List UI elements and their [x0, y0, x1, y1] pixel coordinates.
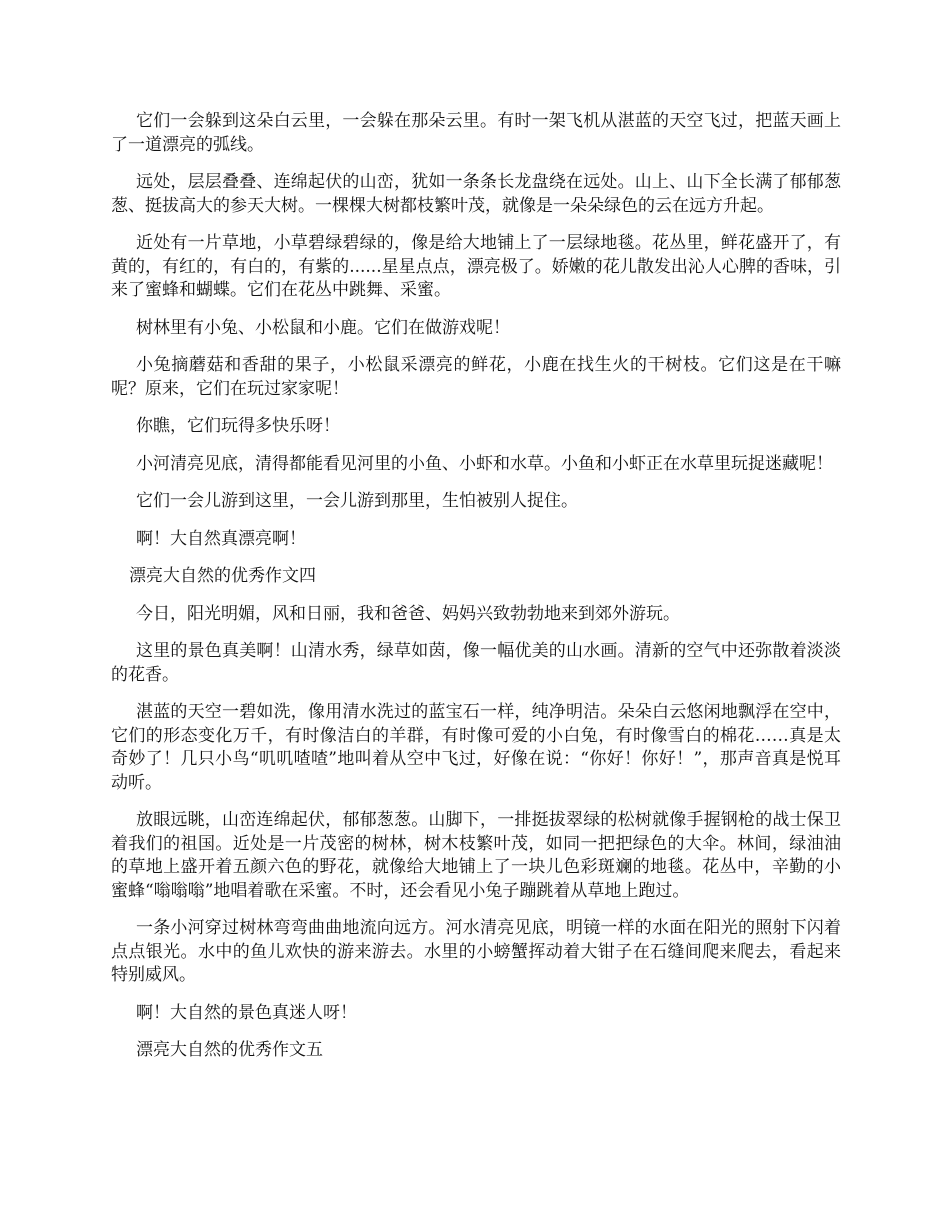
- section-heading-four: 漂亮大自然的优秀作文四: [129, 566, 316, 586]
- paragraph: 湛蓝的天空一碧如洗，像用清水洗过的蓝宝石一样，纯净明洁。朵朵白云悠闲地飘浮在空中，它们的形态变化万千，有时像洁白的羊群，有时像可爱的小白兔，有时像雪白的棉花……真是太奇妙了！几只小鸟“叽叽喳喳”地叫着从空中飞过，好像在说：“你好！你好！”，那声音真是悦耳动听。: [111, 702, 841, 793]
- paragraph: 它们一会儿游到这里，一会儿游到那里，生怕被别人捉住。: [136, 491, 578, 511]
- paragraph: 它们一会躲到这朵白云里，一会躲在那朵云里。有时一架飞机从湛蓝的天空飞过，把蓝天画上了一道漂亮的弧线。: [111, 111, 841, 155]
- paragraph: 啊！大自然真漂亮啊！: [136, 528, 306, 549]
- paragraph: 小河清亮见底，清得都能看见河里的小鱼、小虾和水草。小鱼和小虾正在水草里玩捉迷藏呢！: [136, 453, 833, 474]
- section-heading-five: 漂亮大自然的优秀作文五: [136, 1040, 323, 1060]
- paragraph: 一条小河穿过树林弯弯曲曲地流向远方。河水清亮见底，明镜一样的水面在阳光的照射下闪着点点银光。水中的鱼儿欢快的游来游去。水里的小螃蟹挥动着大钳子在石缝间爬来爬去，看起来特别威风。: [111, 918, 841, 985]
- document-body: [111, 110, 841, 1077]
- paragraph: 放眼远眺，山峦连绵起伏，郁郁葱葱。山脚下，一排挺拔翠绿的松树就像手握钢枪的战士保卫着我们的祖国。近处是一片茂密的树林，树木枝繁叶茂，如同一把把绿色的大伞。林间，绿油油的草地上盛开着五颜六色的野花，就像给大地铺上了一块儿色彩斑斓的地毯。花丛中，辛勤的小蜜蜂“嗡嗡嗡”地唱着歌在采蜜。不时，还会看见小兔子蹦跳着从草地上跑过。: [111, 810, 841, 901]
- paragraph: 这里的景色真美啊！山清水秀，绿草如茵，像一幅优美的山水画。清新的空气中还弥散着淡淡的花香。: [111, 641, 841, 685]
- paragraph: 树林里有小兔、小松鼠和小鹿。它们在做游戏呢！: [136, 317, 510, 338]
- paragraph: 啊！大自然的景色真迷人呀！: [136, 1002, 357, 1023]
- paragraph: 近处有一片草地，小草碧绿碧绿的，像是给大地铺上了一层绿地毯。花丛里，鲜花盛开了，有黄的，有红的，有白的，有紫的......星星点点，漂亮极了。娇嫩的花儿散发出沁人心脾的香味，引来了蜜蜂和蝴蝶。它们在花丛中跳舞、采蜜。: [111, 233, 841, 300]
- paragraph: 小兔摘蘑菇和香甜的果子，小松鼠采漂亮的鲜花，小鹿在找生火的干树枝。它们这是在干嘛呢？原来，它们在玩过家家呢！: [111, 355, 841, 399]
- paragraph: 远处，层层叠叠、连绵起伏的山峦，犹如一条条长龙盘绕在远处。山上、山下全长满了郁郁葱葱、挺拔高大的参天大树。一棵棵大树都枝繁叶茂，就像是一朵朵绿色的云在远方升起。: [111, 172, 841, 216]
- paragraph: 今日，阳光明媚，风和日丽，我和爸爸、妈妈兴致勃勃地来到郊外游玩。: [136, 603, 680, 624]
- paragraph: 你瞧，它们玩得多快乐呀！: [136, 416, 340, 436]
